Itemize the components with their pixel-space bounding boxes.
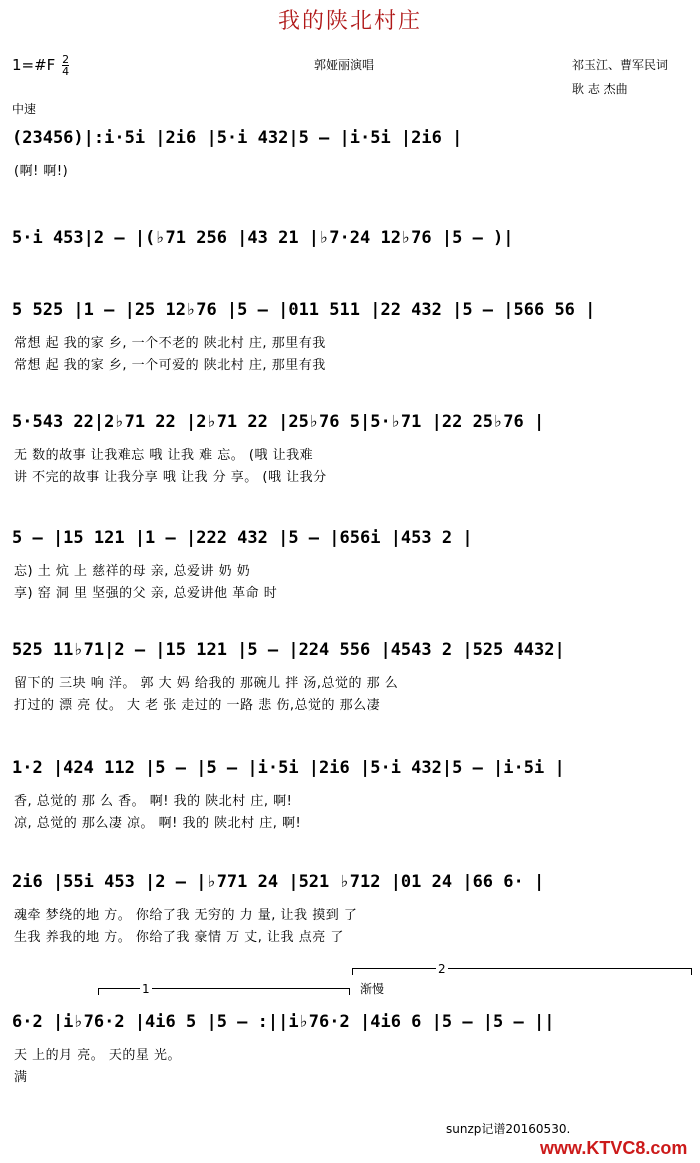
lyric-line-9-2: 满	[14, 1070, 28, 1085]
time-signature	[62, 54, 69, 77]
lyric-line-1-1: (啊! 啊!)	[14, 164, 69, 179]
notation-line-9: 6·2 |i♭76·2 |4i6 5 |5 – :||i♭76·2 |4i6 6 |5 – |5 – ||	[12, 1012, 555, 1032]
notation-line-6: 525 11♭71|2 – |15 121 |5 – |224 556 |4543 2 |525 4432|	[12, 640, 565, 660]
tempo-marking: 中速	[12, 102, 37, 116]
lyricist-credit: 祁玉江、曹军民词	[572, 58, 669, 72]
volta-1-bracket	[98, 988, 350, 995]
lyric-line-8-1: 魂牵 梦绕的地 方。 你给了我 无穷的 力 量, 让我 摸到 了	[14, 908, 358, 923]
singer-credit: 郭娅丽演唱	[314, 58, 375, 72]
notation-line-1: (23456)|:i·5i |2i6 |5·i 432|5 – |i·5i |2i6 |	[12, 128, 463, 148]
page-title: 我的陕北村庄	[277, 9, 422, 34]
lyric-line-5-2: 享) 窑 洞 里 坚强的父 亲, 总爱讲他 革命 时	[14, 586, 278, 601]
lyric-line-9-1: 天 上的月 亮。 天的星 光。	[14, 1048, 182, 1063]
volta-2-label: 2	[438, 962, 446, 976]
transcriber-note: sunzp记谱20160530.	[446, 1122, 571, 1136]
lyric-line-3-1: 常想 起 我的家 乡, 一个不老的 陕北村 庄, 那里有我	[14, 336, 326, 351]
lyric-line-4-2: 讲 不完的故事 让我分享 哦 让我 分 享。 (哦 让我分	[14, 470, 327, 485]
ritardando-marking: 渐慢	[360, 982, 385, 996]
composer-credit: 耿 志 杰曲	[572, 82, 628, 96]
lyric-line-6-2: 打过的 漂 亮 仗。 大 老 张 走过的 一路 悲 伤,总觉的 那么凄	[14, 698, 381, 713]
volta-1-label: 1	[142, 982, 150, 996]
time-top: 2	[62, 53, 70, 66]
time-bottom: 4	[62, 65, 70, 78]
lyric-line-6-1: 留下的 三块 响 洋。 郭 大 妈 给我的 那碗儿 拌 汤,总觉的 那 么	[14, 676, 399, 691]
key-signature	[12, 54, 69, 77]
lyric-line-5-1: 忘) 土 炕 上 慈祥的母 亲, 总爱讲 奶 奶	[14, 564, 251, 579]
notation-line-8: 2i6 |55i 453 |2 – |♭771 24 |521 ♭712 |01 24 |66 6· |	[12, 872, 545, 892]
notation-line-4: 5·543 22|2♭71 22 |2♭71 22 |25♭76 5|5·♭71 |22 25♭76 |	[12, 412, 545, 432]
notation-line-7: 1·2 |424 112 |5 – |5 – |i·5i |2i6 |5·i 432|5 – |i·5i |	[12, 758, 565, 778]
notation-line-3: 5 525 |1 – |25 12♭76 |5 – |011 511 |22 432 |5 – |566 56 |	[12, 300, 596, 320]
lyric-line-7-2: 凉, 总觉的 那么凄 凉。 啊! 我的 陕北村 庄, 啊!	[14, 816, 302, 831]
notation-line-2: 5·i 453|2 – |(♭71 256 |43 21 |♭7·24 12♭76 |5 – )|	[12, 228, 514, 248]
lyric-line-8-2: 生我 养我的地 方。 你给了我 豪情 万 丈, 让我 点亮 了	[14, 930, 344, 945]
lyric-line-3-2: 常想 起 我的家 乡, 一个可爱的 陕北村 庄, 那里有我	[14, 358, 326, 373]
key-label: 1=#F	[12, 56, 56, 74]
notation-line-5: 5 – |15 121 |1 – |222 432 |5 – |656i |453 2 |	[12, 528, 473, 548]
lyric-line-7-1: 香, 总觉的 那 么 香。 啊! 我的 陕北村 庄, 啊!	[14, 794, 293, 809]
lyric-line-4-1: 无 数的故事 让我难忘 哦 让我 难 忘。 (哦 让我难	[14, 448, 314, 463]
volta-2-bracket	[352, 968, 692, 975]
watermark-link: www.KTVC8.com	[540, 1138, 688, 1158]
